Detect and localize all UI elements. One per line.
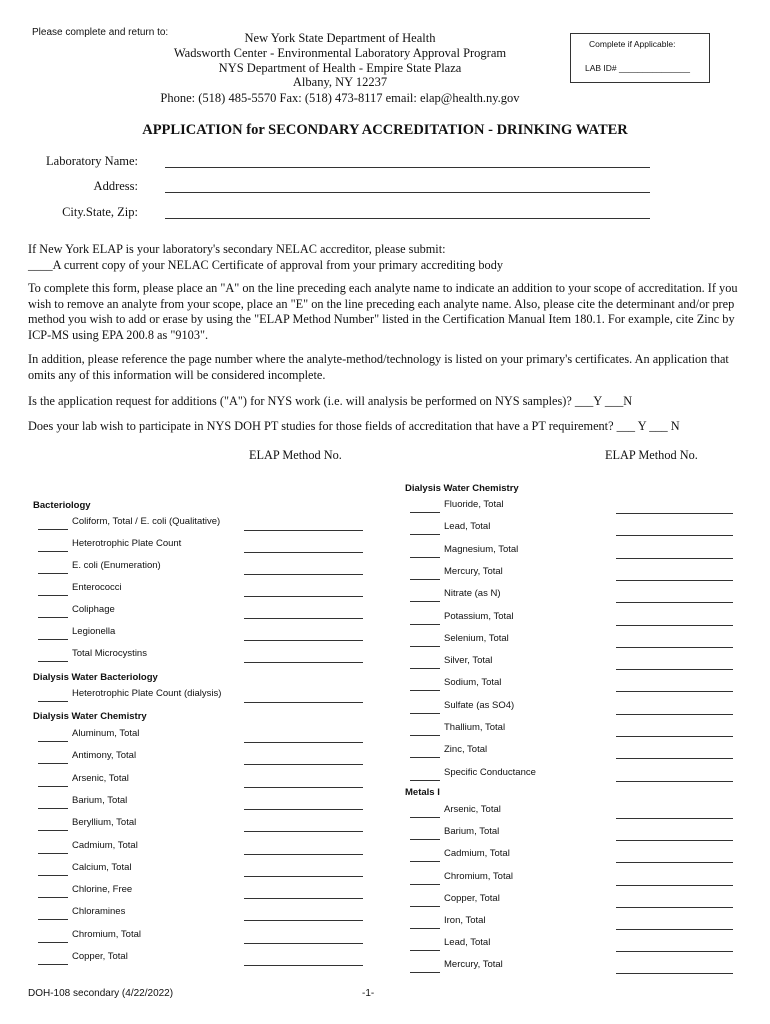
analyte-row [38, 626, 363, 642]
analyte-row [410, 767, 733, 783]
add-erase-blank[interactable] [38, 617, 68, 618]
analyte-name: Total Microcystins [72, 648, 147, 659]
analyte-row [38, 817, 363, 833]
analyte-name: Arsenic, Total [444, 804, 501, 815]
left-method-column-head: ELAP Method No. [249, 448, 342, 462]
analyte-row [38, 516, 363, 532]
analyte-name: Beryllium, Total [72, 817, 137, 829]
elap-method-number-line[interactable] [616, 558, 733, 559]
add-erase-blank[interactable] [410, 972, 440, 973]
elap-method-number-line[interactable] [244, 965, 363, 966]
analyte-name: Nitrate (as N) [444, 588, 501, 600]
analyte-name: Enterococci [72, 582, 122, 593]
analyte-row [38, 795, 363, 811]
return-note: Please complete and return to: [32, 27, 169, 38]
analyte-row [410, 677, 733, 693]
analyte-name: Copper, Total [444, 892, 500, 904]
nelac-certificate-item: ____A current copy of your NELAC Certificate of approval from your primary accrediting body [28, 258, 503, 272]
analyte-name: Antimony, Total [72, 750, 137, 762]
analyte-name: Potassium, Total [444, 610, 514, 622]
analyte-row [38, 884, 363, 900]
analyte-row [410, 744, 733, 760]
address-line[interactable] [165, 192, 650, 193]
add-erase-blank[interactable] [410, 928, 440, 929]
analyte-name: Chromium, Total [72, 928, 141, 940]
add-erase-blank[interactable] [410, 534, 440, 535]
analyte-name: Magnesium, Total [444, 543, 519, 555]
org-program: Wadsworth Center - Environmental Laboratory Approval Program [173, 46, 507, 60]
elap-method-number-line[interactable] [244, 596, 363, 597]
elap-method-number-line[interactable] [244, 787, 363, 788]
section-metals-1: Metals I [405, 787, 440, 798]
elap-method-number-line[interactable] [616, 625, 733, 626]
analyte-row [38, 951, 363, 967]
section-dialysis-chemistry-left: Dialysis Water Chemistry [33, 711, 147, 722]
section-dialysis-bacteriology: Dialysis Water Bacteriology [33, 672, 158, 683]
nys-work-question: Is the application request for additions ("A") for NYS work (i.e. will analysis be performed on NYS samples)? ___Y ___N [28, 394, 633, 408]
elap-method-number-line[interactable] [244, 809, 363, 810]
add-erase-blank[interactable] [410, 668, 440, 669]
elap-method-number-line[interactable] [244, 854, 363, 855]
form-id: DOH-108 secondary (4/22/2022) [28, 988, 174, 999]
add-erase-blank[interactable] [410, 950, 440, 951]
analyte-row [410, 544, 733, 560]
address-field[interactable] [20, 179, 650, 195]
analyte-name: Copper, Total [72, 951, 128, 962]
add-erase-blank[interactable] [38, 897, 68, 898]
add-erase-blank[interactable] [38, 830, 68, 831]
org-address: NYS Department of Health - Empire State Plaza [218, 61, 462, 75]
org-name: New York State Department of Health [244, 31, 436, 45]
analyte-name: Silver, Total [444, 655, 493, 667]
city-state-zip-field[interactable] [20, 205, 650, 221]
analyte-row [410, 521, 733, 537]
nelac-instruction: If New York ELAP is your laboratory's secondary NELAC accreditor, please submit: [28, 242, 446, 256]
form-instructions: To complete this form, please place an "A" on the line preceding each analyte name to indicate an addition to your scope of accreditation. If you wish to remove an analyte from your scope, place an "E" on the line preceding each analyte name. Also, please cite the determinant and/or prep method you wish to add or erase by using the "ELAP Method Number" listed in the Certification Manual Item 180.1. For example, cite Zinc by ICP-MS using EPA 200.8 as "9103". [28, 281, 738, 342]
elap-method-number-line[interactable] [244, 876, 363, 877]
analyte-name: Cadmium, Total [72, 839, 138, 851]
org-contact: Phone: (518) 485-5570 Fax: (518) 473-8117 email: elap@health.ny.gov [160, 91, 520, 105]
add-erase-blank[interactable] [38, 741, 68, 742]
analyte-name: Sulfate (as SO4) [444, 699, 515, 711]
elap-method-number-line[interactable] [244, 742, 363, 743]
add-erase-blank[interactable] [38, 595, 68, 596]
elap-method-number-line[interactable] [244, 898, 363, 899]
analyte-row [410, 566, 733, 582]
elap-method-number-line[interactable] [616, 929, 733, 930]
analyte-row [38, 688, 363, 704]
analyte-row [410, 499, 733, 515]
city-state-zip-line[interactable] [165, 218, 650, 219]
add-erase-blank[interactable] [38, 639, 68, 640]
add-erase-blank[interactable] [410, 906, 440, 907]
elap-method-number-line[interactable] [244, 764, 363, 765]
add-erase-blank[interactable] [38, 786, 68, 787]
elap-method-number-line[interactable] [616, 862, 733, 863]
laboratory-name-line[interactable] [165, 167, 650, 168]
elap-method-number-line[interactable] [616, 602, 733, 603]
elap-method-number-line[interactable] [244, 618, 363, 619]
analyte-name: Sodium, Total [444, 677, 502, 689]
elap-method-number-line[interactable] [616, 691, 733, 692]
elap-method-number-line[interactable] [244, 943, 363, 944]
analyte-name: Thallium, Total [444, 722, 506, 733]
elap-method-number-line[interactable] [616, 885, 733, 886]
analyte-name: Specific Conductance [444, 766, 536, 778]
analyte-name: Iron, Total [444, 915, 486, 926]
analyte-row [38, 648, 363, 664]
analyte-row [38, 538, 363, 554]
elap-method-number-line[interactable] [244, 552, 363, 553]
analyte-row [38, 840, 363, 856]
address-label: Address: [93, 179, 138, 193]
elap-method-number-line[interactable] [616, 535, 733, 536]
pt-studies-question: Does your lab wish to participate in NYS DOH PT studies for those fields of accreditation that have a PT requirement? ___ Y ___ N [28, 419, 680, 433]
analyte-name: Barium, Total [72, 794, 128, 806]
analyte-row [410, 893, 733, 909]
analyte-name: Selenium, Total [444, 632, 509, 644]
applicable-box [570, 33, 710, 83]
analyte-row [38, 582, 363, 598]
elap-method-number-line[interactable] [244, 662, 363, 663]
add-erase-blank[interactable] [410, 690, 440, 691]
analyte-row [38, 862, 363, 878]
add-erase-blank[interactable] [410, 601, 440, 602]
add-erase-blank[interactable] [410, 735, 440, 736]
add-erase-blank[interactable] [38, 853, 68, 854]
analyte-name: Barium, Total [444, 826, 500, 838]
analyte-row [410, 915, 733, 931]
add-erase-blank[interactable] [38, 763, 68, 764]
analyte-row [410, 848, 733, 864]
add-erase-blank[interactable] [38, 808, 68, 809]
add-erase-blank[interactable] [410, 579, 440, 580]
analyte-name: Heterotrophic Plate Count (dialysis) [72, 688, 222, 699]
analyte-name: Chlorine, Free [72, 884, 133, 896]
lab-id-field[interactable]: LAB ID# _______________ [585, 63, 690, 73]
elap-method-number-line[interactable] [616, 758, 733, 759]
add-erase-blank[interactable] [38, 551, 68, 552]
analyte-row [410, 611, 733, 627]
org-city: Albany, NY 12237 [292, 75, 388, 89]
elap-method-number-line[interactable] [616, 513, 733, 514]
analyte-name: Arsenic, Total [72, 772, 129, 784]
analyte-name: Coliphage [72, 604, 115, 615]
add-erase-blank[interactable] [38, 529, 68, 530]
elap-method-number-line[interactable] [244, 640, 363, 641]
applicable-box-title: Complete if Applicable: [589, 39, 676, 49]
analyte-name: Chloramines [72, 906, 126, 918]
analyte-name: Fluoride, Total [444, 499, 504, 510]
add-erase-blank[interactable] [38, 942, 68, 943]
add-erase-blank[interactable] [410, 512, 440, 513]
page-title: APPLICATION for SECONDARY ACCREDITATION - DRINKING WATER [142, 122, 628, 138]
add-erase-blank[interactable] [410, 624, 440, 625]
analyte-row [410, 633, 733, 649]
laboratory-name-field[interactable] [20, 154, 650, 170]
elap-method-number-line[interactable] [244, 702, 363, 703]
add-erase-blank[interactable] [410, 817, 440, 818]
analyte-name: Mercury, Total [444, 959, 503, 971]
elap-method-number-line[interactable] [616, 580, 733, 581]
analyte-row [38, 750, 363, 766]
analyte-row [38, 773, 363, 789]
analyte-name: Chromium, Total [444, 870, 513, 882]
add-erase-blank[interactable] [410, 646, 440, 647]
analyte-row [410, 871, 733, 887]
add-erase-blank[interactable] [410, 713, 440, 714]
analyte-name: Aluminum, Total [72, 728, 140, 739]
elap-method-number-line[interactable] [616, 669, 733, 670]
page-number: -1- [362, 988, 375, 999]
analyte-name: Zinc, Total [444, 744, 488, 756]
add-erase-blank[interactable] [410, 557, 440, 558]
add-erase-blank[interactable] [410, 780, 440, 781]
elap-method-number-line[interactable] [616, 973, 733, 974]
add-erase-blank[interactable] [38, 661, 68, 662]
analyte-name: Calcium, Total [72, 861, 132, 873]
analyte-name: Mercury, Total [444, 565, 503, 577]
add-erase-blank[interactable] [410, 839, 440, 840]
section-dialysis-chemistry-right: Dialysis Water Chemistry [405, 483, 519, 494]
analyte-name: Heterotrophic Plate Count [72, 538, 182, 549]
right-method-column-head: ELAP Method No. [605, 448, 698, 462]
elap-method-number-line[interactable] [244, 530, 363, 531]
laboratory-name-label: Laboratory Name: [46, 154, 138, 168]
analyte-row [38, 604, 363, 620]
elap-method-number-line[interactable] [616, 951, 733, 952]
add-erase-blank[interactable] [410, 861, 440, 862]
elap-method-number-line[interactable] [616, 840, 733, 841]
add-erase-blank[interactable] [38, 919, 68, 920]
add-erase-blank[interactable] [410, 884, 440, 885]
page-reference-note: In addition, please reference the page number where the analyte-method/technology is listed on your primary's certificates. An application that omits any of this information will be considered incomplete. [28, 352, 729, 382]
section-bacteriology: Bacteriology [33, 500, 91, 511]
add-erase-blank[interactable] [38, 573, 68, 574]
analyte-name: Coliform, Total / E. coli (Qualitative) [72, 516, 221, 527]
analyte-row [410, 722, 733, 738]
elap-method-number-line[interactable] [244, 920, 363, 921]
add-erase-blank[interactable] [38, 875, 68, 876]
analyte-name: Lead, Total [444, 937, 491, 949]
analyte-row [410, 655, 733, 671]
elap-method-number-line[interactable] [616, 714, 733, 715]
elap-method-number-line[interactable] [616, 907, 733, 908]
analyte-row [410, 937, 733, 953]
analyte-row [410, 700, 733, 716]
add-erase-blank[interactable] [38, 964, 68, 965]
analyte-name: E. coli (Enumeration) [72, 560, 161, 571]
analyte-row [38, 728, 363, 744]
elap-method-number-line[interactable] [616, 736, 733, 737]
add-erase-blank[interactable] [410, 757, 440, 758]
analyte-name: Lead, Total [444, 521, 491, 533]
elap-method-number-line[interactable] [244, 574, 363, 575]
analyte-row [410, 826, 733, 842]
analyte-row [410, 588, 733, 604]
add-erase-blank[interactable] [38, 701, 68, 702]
city-state-zip-label: City.State, Zip: [62, 205, 138, 219]
analyte-name: Cadmium, Total [444, 848, 510, 860]
elap-method-number-line[interactable] [616, 818, 733, 819]
analyte-row [38, 929, 363, 945]
analyte-row [38, 560, 363, 576]
analyte-row [410, 959, 733, 975]
analyte-row [38, 906, 363, 922]
elap-method-number-line[interactable] [616, 781, 733, 782]
elap-method-number-line[interactable] [244, 831, 363, 832]
analyte-row [410, 804, 733, 820]
elap-method-number-line[interactable] [616, 647, 733, 648]
analyte-name: Legionella [72, 626, 116, 637]
